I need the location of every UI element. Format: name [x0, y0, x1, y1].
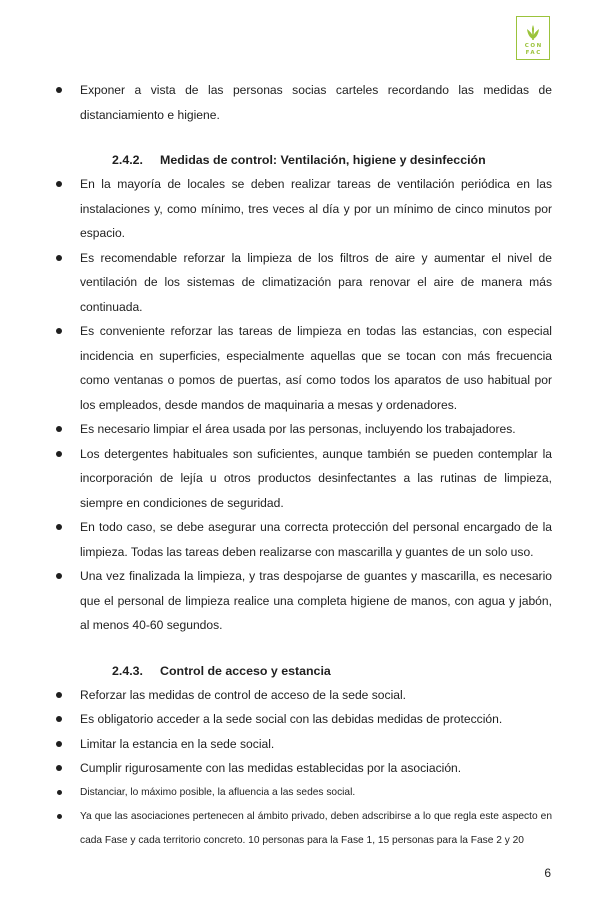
bullet-icon: [56, 692, 62, 698]
list-item: Ya que las asociaciones pertenecen al ámbito privado, deben adscribirse a lo que regla este aspecto en cada Fase y cada territorio concreto. 10 personas para la Fase 1, 15 personas para la Fase 2 y 20: [56, 805, 552, 853]
bullet-icon: [56, 716, 62, 722]
bullet-icon: [56, 741, 62, 747]
list-item: Los detergentes habituales son suficientes, aunque también se pueden contemplar la incorporación de lejía u otros productos desinfectantes a las rutinas de limpieza, siempre en condiciones de seguridad.: [56, 442, 552, 516]
confac-logo: [516, 16, 550, 60]
bullet-icon: [56, 328, 62, 334]
bullet-icon: [56, 87, 62, 93]
logo-line-1: CON: [524, 43, 543, 49]
section-title: Medidas de control: Ventilación, higiene y desinfección: [160, 153, 486, 167]
bullet-icon: [56, 573, 62, 579]
section-title: Control de acceso y estancia: [160, 663, 331, 678]
bullet-icon: [56, 426, 62, 432]
list-item: Limitar la estancia en la sede social.: [56, 732, 552, 757]
list-item: Exponer a vista de las personas socias carteles recordando las medidas de distanciamiento e higiene.: [56, 78, 552, 127]
document-body: [56, 78, 552, 853]
list-item: Es recomendable reforzar la limpieza de los filtros de aire y aumentar el nivel de ventilación de los sistemas de climatización para renovar el aire de manera más continuada.: [56, 246, 552, 320]
bullet-icon: [56, 255, 62, 261]
bullet-icon: [56, 451, 62, 457]
bullet-icon: [56, 765, 62, 771]
bullet-icon: [57, 790, 62, 795]
list-item: Distanciar, lo máximo posible, la afluencia a las sedes social.: [56, 781, 552, 805]
page-number: 6: [544, 866, 551, 880]
logo-line-2: FAC: [525, 49, 542, 56]
list-item: Reforzar las medidas de control de acceso de la sede social.: [56, 683, 552, 708]
list-item: Cumplir rigurosamente con las medidas establecidas por la asociación.: [56, 756, 552, 781]
section-number: 2.4.3.: [112, 663, 144, 678]
list-item: Una vez finalizada la limpieza, y tras despojarse de guantes y mascarilla, es necesario que el personal de limpieza realice una completa higiene de manos, con agua y jabón, al menos 40-60 segundos.: [56, 564, 552, 638]
section-heading: [56, 148, 552, 172]
list-item: Es necesario limpiar el área usada por las personas, incluyendo los trabajadores.: [56, 417, 552, 442]
section-number: 2.4.2.: [112, 153, 144, 167]
list-item: En todo caso, se debe asegurar una correcta protección del personal encargado de la limpieza. Todas las tareas deben realizarse con mascarilla y guantes de un solo uso.: [56, 515, 552, 564]
list-item: Es conveniente reforzar las tareas de limpieza en todas las estancias, con especial incidencia en superficies, especialmente aquellas que se tocan con más frecuencia como ventanas o pomos de puertas, así como todos los aparatos de uso habitual por los empleados, desde mandos de maquinaria a mesas y ordenadores.: [56, 319, 552, 417]
list-item: Es obligatorio acceder a la sede social con las debidas medidas de protección.: [56, 707, 552, 732]
wheat-icon: [523, 25, 543, 41]
bullet-icon: [56, 524, 62, 530]
bullet-icon: [57, 814, 62, 819]
bullet-icon: [56, 181, 62, 187]
section-heading: [56, 659, 552, 683]
list-item: En la mayoría de locales se deben realizar tareas de ventilación periódica en las instalaciones y, como mínimo, tres veces al día y por un mínimo de cinco minutos por espacio.: [56, 172, 552, 246]
